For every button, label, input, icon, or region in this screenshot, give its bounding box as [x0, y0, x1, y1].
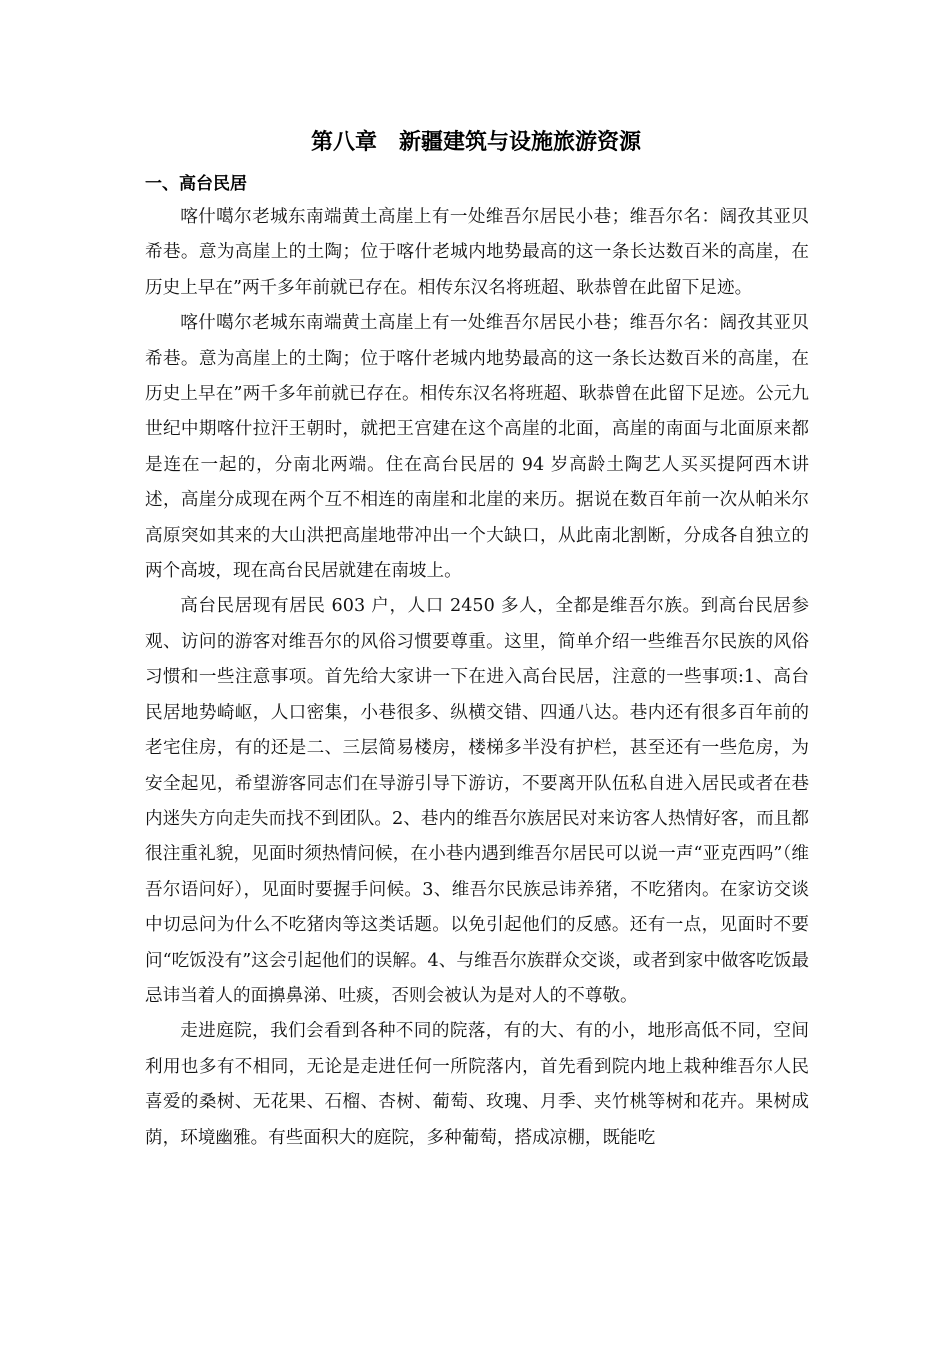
- paragraph-4: 走进庭院，我们会看到各种不同的院落，有的大、有的小，地形高低不同，空间利用也多有不相同，无论是走进任何一所院落内，首先看到院内地上栽种维吾尔人民喜爱的桑树、无花果、石榴、杏树、葡萄、玫瑰、月季、夹竹桃等树和花卉。果树成荫，环境幽雅。有些面积大的庭院，多种葡萄，搭成凉棚，既能吃: [145, 1021, 809, 1148]
- chapter-title: 第八章 新疆建筑与设施旅游资源: [310, 129, 641, 155]
- paragraph-1: 喀什噶尔老城东南端黄土高崖上有一处维吾尔居民小巷；维吾尔名：阔孜其亚贝希巷。意为高崖上的土陶；位于喀什老城内地势最高的这一条长达数百米的高崖，在历史上早在”两千多年前就已存在。相传东汉名将班超、耿恭曾在此留下足迹。: [145, 207, 809, 298]
- section-heading: 一、高台民居: [145, 174, 247, 194]
- paragraph-3: 高台民居现有居民 603 户，人口 2450 多人，全都是维吾尔族。到高台民居参观、访问的游客对维吾尔的风俗习惯要尊重。这里，简单介绍一些维吾尔民族的风俗习惯和一些注意事项。首先给大家讲一下在进入高台民居，注意的一些事项:1、高台民居地势崎岖，人口密集，小巷很多、纵横交错、四通八达。巷内还有很多百年前的老宅住房，有的还是二、三层简易楼房，楼梯多半没有护栏，甚至还有一些危房，为安全起见，希望游客同志们在导游引导下游访，不要离开队伍私自进入居民或者在巷内迷失方向走失而找不到团队。2、巷内的维吾尔族居民对来访客人热情好客，而且都很注重礼貌，见面时须热情问候，在小巷内遇到维吾尔居民可以说一声“亚克西吗”（维吾尔语问好），见面时要握手问候。3、维吾尔民族忌讳养猪，不吃猪肉。在家访交谈中切忌问为什么不吃猪肉等这类话题。以免引起他们的反感。还有一点，见面时不要问“吃饭没有”这会引起他们的误解。4、与维吾尔族群众交谈，或者到家中做客吃饭最忌讳当着人的面擤鼻涕、吐痰，否则会被认为是对人的不尊敬。: [145, 596, 809, 1006]
- paragraph-2: 喀什噶尔老城东南端黄土高崖上有一处维吾尔居民小巷；维吾尔名：阔孜其亚贝希巷。意为高崖上的土陶；位于喀什老城内地势最高的这一条长达数百米的高崖，在历史上早在”两千多年前就已存在。相传东汉名将班超、耿恭曾在此留下足迹。公元九世纪中期喀什拉汗王朝时，就把王宫建在这个高崖的北面，高崖的南面与北面原来都是连在一起的，分南北两端。住在高台民居的 94 岁高龄土陶艺人买买提阿西木讲述，高崖分成现在两个互不相连的南崖和北崖的来历。据说在数百年前一次从帕米尔高原突如其来的大山洪把高崖地带冲出一个大缺口，从此南北割断，分成各自独立的两个高坡，现在高台民居就建在南坡上。: [145, 313, 809, 582]
- body-text: [145, 200, 809, 1156]
